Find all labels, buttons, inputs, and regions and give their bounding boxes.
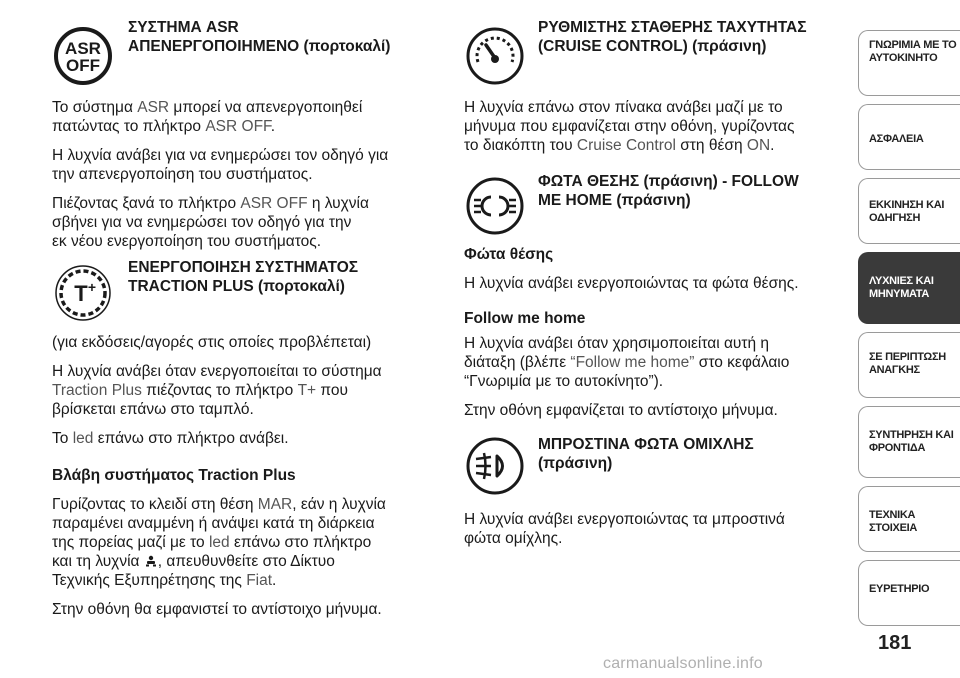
tab-getting-to-know[interactable]: ΓΝΩΡΙΜΙΑ ΜΕ ΤΟ ΑΥΤΟΚΙΝΗΤΟ: [858, 30, 960, 96]
asr-paragraph-3: Πιέζοντας ξανά το πλήκτρο ASR OFF η λυχνία σβήνει για να ενημερώσει τον οδηγό για την εκ νέου ενεργοποίηση του συστήματος.: [52, 195, 369, 250]
watermark: carmanualsonline.info: [603, 655, 763, 672]
traction-plus-icon: [52, 262, 114, 324]
asr-title: ΣΥΣΤΗΜΑ ASR ΑΠΕΝΕΡΓΟΠΟΙΗΜΕΝΟ (πορτοκαλί): [128, 19, 391, 55]
asr-paragraph-1: Το σύστημα ASR μπορεί να απενεργοποιηθεί πατώντας το πλήκτρο ASR OFF.: [52, 99, 363, 135]
tab-emergency[interactable]: ΣΕ ΠΕΡΙΠΤΩΣΗ ΑΝΑΓΚΗΣ: [858, 332, 960, 398]
fault-heading: Βλάβη συστήματος Traction Plus: [52, 467, 296, 484]
svg-text:T: T: [74, 281, 88, 306]
traction-paragraph-1: (για εκδόσεις/αγορές στις οποίες προβλέπεται): [52, 334, 372, 351]
cruise-control-icon: [464, 25, 526, 87]
asr-paragraph-2: Η λυχνία ανάβει για να ενημερώσει τον οδηγό για την απενεργοποίηση του συστήματος.: [52, 147, 389, 183]
cruise-title: ΡΥΘΜΙΣΤΗΣ ΣΤΑΘΕΡΗΣ ΤΑΧΥΤΗΤΑΣ (CRUISE CONTROL) (πράσινη): [538, 19, 807, 55]
tab-starting-driving[interactable]: ΕΚΚΙΝΗΣΗ ΚΑΙ ΟΔΗΓΗΣΗ: [858, 178, 960, 244]
fault-paragraph-2: Στην οθόνη θα εμφανιστεί το αντίστοιχο μήνυμα.: [52, 601, 382, 618]
svg-text:+: +: [87, 279, 97, 295]
tab-warning-lights[interactable]: ΛΥΧΝΙΕΣ ΚΑΙ ΜΗΝΥΜΑΤΑ: [858, 252, 960, 324]
traction-paragraph-3: Το led επάνω στο πλήκτρο ανάβει.: [52, 430, 289, 447]
follow-me-home-message: Στην οθόνη εμφανίζεται το αντίστοιχο μήνυμα.: [464, 402, 778, 419]
tab-safety[interactable]: ΑΣΦΑΛΕΙΑ: [858, 104, 960, 170]
fog-lights-paragraph: Η λυχνία ανάβει ενεργοποιώντας τα μπροστινά φώτα ομίχλης.: [464, 511, 785, 547]
fault-paragraph-1: Γυρίζοντας το κλειδί στη θέση MAR, εάν η λυχνία παραμένει αναμμένη ή ανάψει κατά τη διάρκεια της πορείας μαζί με το led επάνω στο πλήκτρο και τη λυχνία , απευθυνθείτε στο Δίκτυο Τεχνικής Εξυπηρέτησης της Fiat.: [52, 496, 386, 589]
fog-lights-title: ΜΠΡΟΣΤΙΝΑ ΦΩΤΑ ΟΜΙΧΛΗΣ (πράσινη): [538, 436, 754, 472]
svg-text:ASR: ASR: [65, 39, 101, 58]
svg-text:OFF: OFF: [66, 56, 100, 75]
position-paragraph: Η λυχνία ανάβει ενεργοποιώντας τα φώτα θέσης.: [464, 275, 799, 292]
tab-technical-data[interactable]: ΤΕΧΝΙΚΑ ΣΤΟΙΧΕΙΑ: [858, 486, 960, 552]
page-number: 181: [878, 632, 912, 654]
traction-title: ΕΝΕΡΓΟΠΟΙΗΣΗ ΣΥΣΤΗΜΑΤΟΣ TRACTION PLUS (πορτοκαλί): [128, 259, 359, 295]
front-fog-lights-icon: [464, 435, 526, 497]
position-lights-icon: [464, 175, 526, 237]
traction-paragraph-2: Η λυχνία ανάβει όταν ενεργοποιείται το σύστημα Traction Plus πιέζοντας το πλήκτρο T+ που βρίσκεται επάνω στο ταμπλό.: [52, 363, 382, 418]
warning-car-icon: [144, 554, 158, 568]
follow-me-home-paragraph: Η λυχνία ανάβει όταν χρησιμοποιείται αυτή η διάταξη (βλέπε “Follow me home” στο κεφάλαιο “Γνωριμία με το αυτοκίνητο”).: [464, 335, 790, 390]
position-lights-title: ΦΩΤΑ ΘΕΣΗΣ (πράσινη) - FOLLOW ME HOME (πράσινη): [538, 173, 799, 209]
asr-off-icon: [52, 25, 114, 87]
position-subheading: Φώτα θέσης: [464, 246, 554, 263]
follow-me-home-subheading: Follow me home: [464, 310, 586, 327]
tab-maintenance[interactable]: ΣΥΝΤΗΡΗΣΗ ΚΑΙ ΦΡΟΝΤΙΔΑ: [858, 406, 960, 478]
tab-index[interactable]: ΕΥΡΕΤΗΡΙΟ: [858, 560, 960, 626]
cruise-paragraph: Η λυχνία επάνω στον πίνακα ανάβει μαζί με το μήνυμα που εμφανίζεται στην οθόνη, γυρίζοντας το διακόπτη του Cruise Control στη θέση ON.: [464, 99, 795, 154]
